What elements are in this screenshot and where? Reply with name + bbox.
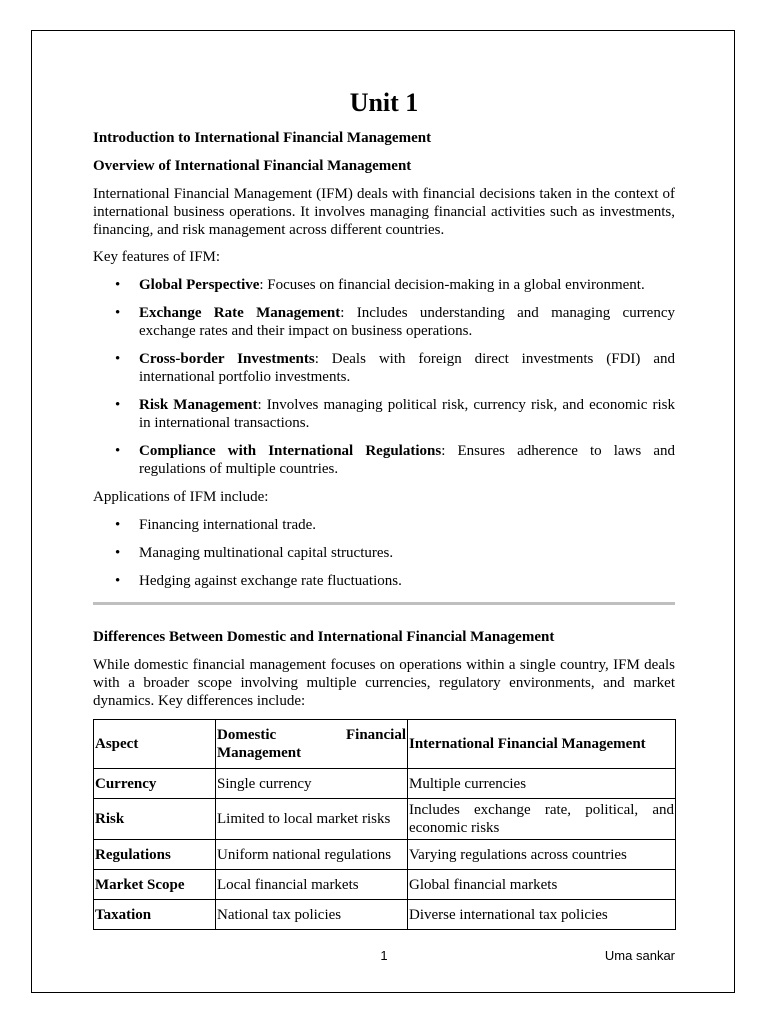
table-cell: Includes exchange rate, political, and economic risks — [408, 799, 676, 840]
table-cell: Taxation — [94, 900, 216, 930]
table-cell: National tax policies — [216, 900, 408, 930]
intro-paragraph: International Financial Management (IFM) deals with financial decisions taken in the context of international business operations. It involves managing financial activities such as investments, financing, and risk management across different countries. — [93, 186, 675, 238]
feature-text: : Deals with foreign direct investments (FDI) and international portfolio investments. — [139, 351, 675, 385]
table-header-cell: Aspect — [94, 720, 216, 769]
feature-text: : Ensures adherence to laws and regulations of multiple countries. — [139, 443, 675, 477]
document-body — [93, 88, 675, 930]
features-intro: Key features of IFM: — [93, 249, 221, 265]
list-item: • Financing international trade. — [93, 516, 675, 534]
horizontal-divider — [93, 602, 675, 605]
feature-text: : Includes understanding and managing currency exchange rates and their impact on business operations. — [139, 305, 675, 339]
table-header-cell: Domestic Financial Management — [216, 720, 408, 769]
table-cell: Local financial markets — [216, 870, 408, 900]
feature-term: Cross-border Investments — [139, 351, 315, 367]
differences-paragraph: While domestic financial management focuses on operations within a single country, IFM deals with a broader scope involving multiple currencies, regulatory environments, and market dynamics. Key differences include: — [93, 657, 675, 709]
differences-heading: Differences Between Domestic and International Financial Management — [93, 629, 555, 645]
table-cell: Currency — [94, 769, 216, 799]
table-cell: Single currency — [216, 769, 408, 799]
list-item — [93, 304, 675, 340]
page-number: 1 — [380, 948, 388, 963]
table-header-row — [94, 720, 676, 769]
unit-title: Unit 1 — [349, 88, 419, 117]
table-cell: Market Scope — [94, 870, 216, 900]
table-cell: Risk — [94, 799, 216, 840]
table-row — [94, 840, 676, 870]
intro-heading: Introduction to International Financial Management — [93, 130, 432, 146]
list-item — [93, 442, 675, 478]
table-header-cell: International Financial Management — [408, 720, 676, 769]
list-item — [93, 396, 675, 432]
applications-intro: Applications of IFM include: — [93, 489, 269, 505]
table-row — [94, 900, 676, 930]
feature-text: : Involves managing political risk, currency risk, and economic risk in international transactions. — [139, 397, 676, 431]
table-cell: Uniform national regulations — [216, 840, 408, 870]
table-cell: Multiple currencies — [408, 769, 676, 799]
list-item: • Managing multinational capital structures. — [93, 544, 675, 562]
list-item: • Hedging against exchange rate fluctuations. — [93, 572, 675, 590]
feature-term: Risk Management — [139, 397, 258, 413]
table-cell: Regulations — [94, 840, 216, 870]
table-row — [94, 769, 676, 799]
table-row — [94, 799, 676, 840]
applications-list — [93, 516, 675, 590]
list-item — [93, 276, 675, 294]
feature-text: : Focuses on financial decision-making in a global environment. — [259, 277, 645, 293]
table-cell: Diverse international tax policies — [408, 900, 676, 930]
comparison-table — [93, 719, 676, 930]
table-cell: Limited to local market risks — [216, 799, 408, 840]
table-cell: Varying regulations across countries — [408, 840, 676, 870]
feature-term: Exchange Rate Management — [139, 305, 341, 321]
feature-term: Compliance with International Regulations — [139, 443, 442, 459]
footer-author: Uma sankar — [604, 948, 675, 963]
table-row — [94, 870, 676, 900]
features-list — [93, 276, 675, 478]
table-cell: Global financial markets — [408, 870, 676, 900]
list-item — [93, 350, 675, 386]
overview-heading: Overview of International Financial Management — [93, 158, 412, 174]
feature-term: Global Perspective — [139, 277, 260, 293]
